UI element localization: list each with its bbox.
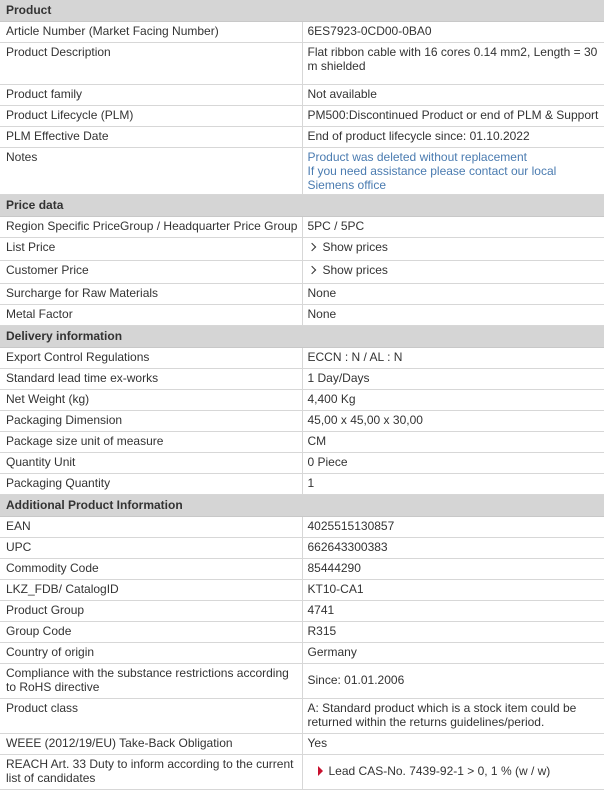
- table-row: [0, 127, 604, 148]
- row-value: 4741: [302, 601, 604, 622]
- section-header-price: [0, 195, 604, 217]
- chevron-right-icon: [307, 266, 315, 274]
- row-label: PLM Effective Date: [0, 127, 302, 148]
- table-row: [0, 755, 604, 790]
- table-row: [0, 432, 604, 453]
- row-value: Yes: [302, 734, 604, 755]
- row-label: Region Specific PriceGroup / Headquarter Price Group: [0, 217, 302, 238]
- table-row: [0, 284, 604, 305]
- row-value: 1 Day/Days: [302, 369, 604, 390]
- table-row: [0, 390, 604, 411]
- show-prices-link[interactable]: [302, 238, 604, 261]
- row-value: 4,400 Kg: [302, 390, 604, 411]
- row-value: PM500:Discontinued Product or end of PLM & Support: [302, 106, 604, 127]
- table-row: [0, 474, 604, 495]
- table-row: [0, 305, 604, 326]
- row-value: 45,00 x 45,00 x 30,00: [302, 411, 604, 432]
- row-value: 85444290: [302, 559, 604, 580]
- table-row: [0, 22, 604, 43]
- row-value: R315: [302, 622, 604, 643]
- row-value: 4025515130857: [302, 517, 604, 538]
- row-label: Packaging Dimension: [0, 411, 302, 432]
- section-title: Price data: [0, 195, 604, 217]
- section-header-additional: [0, 495, 604, 517]
- row-value: 6ES7923-0CD00-0BA0: [302, 22, 604, 43]
- row-label: Net Weight (kg): [0, 390, 302, 411]
- row-value: CM: [302, 432, 604, 453]
- table-row: [0, 369, 604, 390]
- table-row: [0, 699, 604, 734]
- row-value: Not available: [302, 85, 604, 106]
- row-label: REACH Art. 33 Duty to inform according to the current list of candidates: [0, 755, 302, 790]
- table-row: [0, 622, 604, 643]
- row-label: LKZ_FDB/ CatalogID: [0, 580, 302, 601]
- row-label: Group Code: [0, 622, 302, 643]
- row-label: Product Description: [0, 43, 302, 85]
- row-label: Metal Factor: [0, 305, 302, 326]
- row-value: A: Standard product which is a stock item could be returned within the returns guidelines/period.: [302, 699, 604, 734]
- section-title: Additional Product Information: [0, 495, 604, 517]
- section-header-delivery: [0, 326, 604, 348]
- row-label: Commodity Code: [0, 559, 302, 580]
- row-label: EAN: [0, 517, 302, 538]
- table-row: [0, 43, 604, 85]
- row-label: Package size unit of measure: [0, 432, 302, 453]
- contact-office-link[interactable]: If you need assistance please contact our local Siemens office: [307, 164, 557, 192]
- table-row: [0, 538, 604, 559]
- row-value: Flat ribbon cable with 16 cores 0.14 mm2, Length = 30 m shielded: [302, 43, 604, 85]
- row-value: 0 Piece: [302, 453, 604, 474]
- notes-cell: [302, 148, 604, 195]
- row-label: Compliance with the substance restrictions according to RoHS directive: [0, 664, 302, 699]
- table-row: [0, 580, 604, 601]
- table-row: [0, 217, 604, 238]
- table-row: [0, 238, 604, 261]
- chevron-right-icon: [307, 243, 315, 251]
- row-value: Since: 01.01.2006: [302, 664, 604, 699]
- row-value: None: [302, 305, 604, 326]
- row-value: KT10-CA1: [302, 580, 604, 601]
- row-value: End of product lifecycle since: 01.10.2022: [302, 127, 604, 148]
- table-row: [0, 348, 604, 369]
- row-label: Quantity Unit: [0, 453, 302, 474]
- row-label: Surcharge for Raw Materials: [0, 284, 302, 305]
- row-label: Customer Price: [0, 261, 302, 284]
- row-value: Germany: [302, 643, 604, 664]
- reach-link[interactable]: [302, 755, 604, 790]
- row-label: Packaging Quantity: [0, 474, 302, 495]
- section-title: Delivery information: [0, 326, 604, 348]
- section-header-product: [0, 0, 604, 22]
- table-row: [0, 664, 604, 699]
- row-value: 1: [302, 474, 604, 495]
- row-value: 5PC / 5PC: [302, 217, 604, 238]
- table-row: [0, 601, 604, 622]
- row-label: Export Control Regulations: [0, 348, 302, 369]
- table-row: [0, 106, 604, 127]
- row-label: List Price: [0, 238, 302, 261]
- row-label: Product Group: [0, 601, 302, 622]
- triangle-right-icon: [318, 766, 323, 776]
- row-label: Product class: [0, 699, 302, 734]
- table-row: [0, 411, 604, 432]
- show-prices-link[interactable]: [302, 261, 604, 284]
- row-label: Notes: [0, 148, 302, 195]
- table-row: [0, 517, 604, 538]
- row-value: None: [302, 284, 604, 305]
- table-row: [0, 85, 604, 106]
- row-label: WEEE (2012/19/EU) Take-Back Obligation: [0, 734, 302, 755]
- table-row: [0, 559, 604, 580]
- table-row: [0, 734, 604, 755]
- row-label: Product Lifecycle (PLM): [0, 106, 302, 127]
- deleted-notice-link[interactable]: Product was deleted without replacement: [307, 150, 527, 164]
- table-row: [0, 148, 604, 195]
- table-row: [0, 261, 604, 284]
- row-label: Standard lead time ex-works: [0, 369, 302, 390]
- row-label: Product family: [0, 85, 302, 106]
- row-label: UPC: [0, 538, 302, 559]
- link-label[interactable]: Show prices: [322, 263, 388, 277]
- row-label: Article Number (Market Facing Number): [0, 22, 302, 43]
- link-label[interactable]: Show prices: [322, 240, 388, 254]
- row-label: Country of origin: [0, 643, 302, 664]
- row-value: 662643300383: [302, 538, 604, 559]
- section-title: Product: [0, 0, 604, 22]
- link-label[interactable]: Lead CAS-No. 7439-92-1 > 0, 1 % (w / w): [328, 764, 551, 778]
- table-row: [0, 453, 604, 474]
- table-row: [0, 643, 604, 664]
- row-value: ECCN : N / AL : N: [302, 348, 604, 369]
